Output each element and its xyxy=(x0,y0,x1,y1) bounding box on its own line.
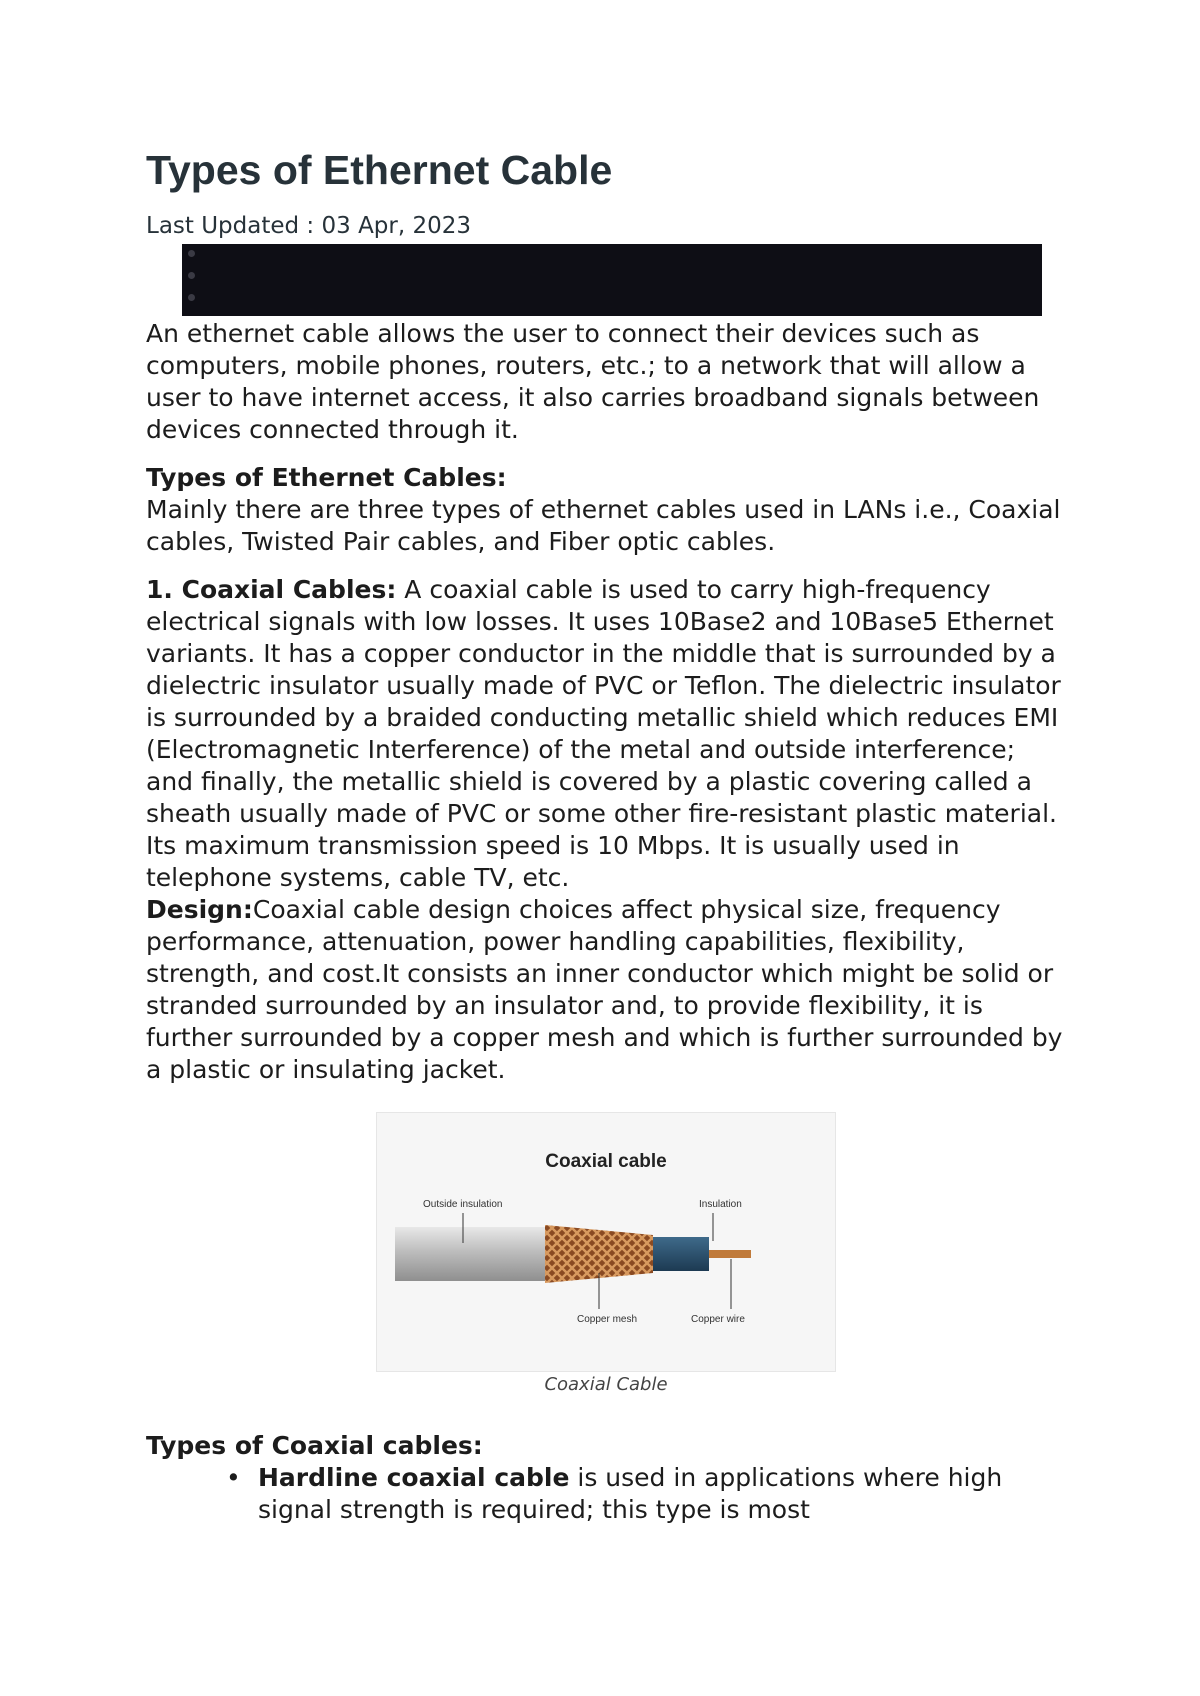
bullet-symbol: • xyxy=(226,1463,241,1492)
list-item-text: is used in applications where high signal strength is required; this type is most xyxy=(258,1463,1003,1524)
document-page xyxy=(146,140,1066,1524)
bullet-dot xyxy=(188,272,195,279)
inner-insulation-shape xyxy=(653,1237,709,1271)
figure-caption: Coaxial Cable xyxy=(544,1374,668,1395)
last-updated: Last Updated : 03 Apr, 2023 xyxy=(146,213,472,239)
figure-title: Coaxial cable xyxy=(545,1151,667,1172)
coaxial-types-heading: Types of Coaxial cables: xyxy=(146,1431,483,1460)
page-title: Types of Ethernet Cable xyxy=(146,147,613,193)
coaxial-text: A coaxial cable is used to carry high-frequency electrical signals with low losses. It uses 10Base2 and 10Base5 Ethernet variants. It has a copper conductor in the middle that is surrounded by a dielectric insulator usually made of PVC or Teflon. The dielectric insulator is surrounded by a braided conducting metallic shield which reduces EMI (Electromagnetic Interference) of the metal and outside interference; and finally, the metallic shield is covered by a plastic covering called a sheath usually made of PVC or some other fire-resistant plastic material. Its maximum transmission speed is 10 Mbps. It is usually used in telephone systems, cable TV, etc. xyxy=(146,575,1061,892)
intro-paragraph: An ethernet cable allows the user to connect their devices such as computers, mobile phones, routers, etc.; to a network that will allow a user to have internet access, it also carries broadband signals between devices connected through it. xyxy=(146,319,1040,444)
coaxial-types-list xyxy=(226,1462,1026,1526)
coaxial-heading: 1. Coaxial Cables: xyxy=(146,575,397,604)
types-paragraph: Mainly there are three types of ethernet cables used in LANs i.e., Coaxial cables, Twisted Pair cables, and Fiber optic cables. xyxy=(146,495,1061,556)
outer-insulation-shape xyxy=(395,1227,545,1281)
design-label: Design: xyxy=(146,895,253,924)
bullet-dot xyxy=(188,294,195,301)
copper-wire-shape xyxy=(709,1250,751,1258)
coaxial-cable-image xyxy=(376,1112,836,1372)
label-outside-insulation: Outside insulation xyxy=(423,1199,503,1210)
label-copper-mesh: Copper mesh xyxy=(577,1314,638,1325)
label-insulation: Insulation xyxy=(699,1199,742,1210)
design-text: Coaxial cable design choices affect physical size, frequency performance, attenuation, power handling capabilities, flexibility, strength, and cost.It consists an inner conductor which might be solid or stranded surrounded by an insulator and, to provide flexibility, it is further surrounded by a copper mesh and which is further surrounded by a plastic or insulating jacket. xyxy=(146,895,1063,1084)
bullet-dot xyxy=(188,250,195,257)
list-item-bold: Hardline coaxial cable xyxy=(258,1463,570,1492)
label-copper-wire: Copper wire xyxy=(691,1314,745,1325)
section-heading: Types of Ethernet Cables: xyxy=(146,463,507,492)
list-item xyxy=(226,1462,1026,1526)
redacted-block xyxy=(182,244,1042,316)
coaxial-cable-illustration xyxy=(377,1113,835,1371)
coaxial-paragraph xyxy=(146,574,1066,1086)
